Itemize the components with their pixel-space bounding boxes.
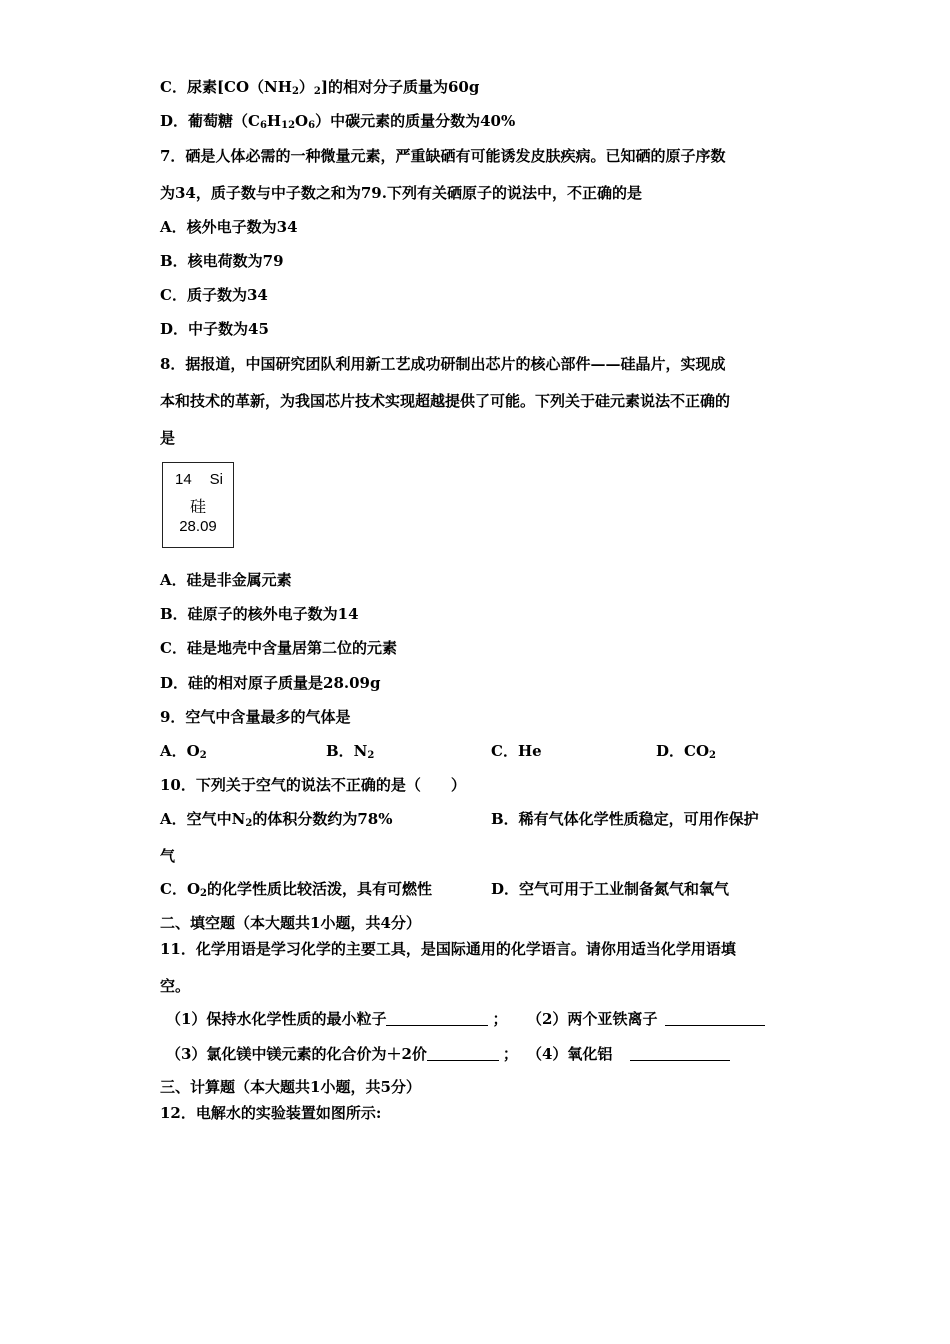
q7-option-d: D．中子数为45	[160, 320, 269, 338]
q6-option-c: C．尿素$[CO(NH_2)_2]$的相对分子质量为60g	[160, 78, 480, 97]
q10-stem: 10．下列关于空气的说法不正确的是（ ）	[160, 776, 466, 794]
q8-stem-line2: 本和技术的革新，为我国芯片技术实现超越提供了可能。下列关于硅元素说法不正确的	[160, 392, 731, 410]
atomic-mass: 28.09	[179, 518, 217, 535]
q12-stem: 12．电解水的实验装置如图所示:	[160, 1104, 382, 1122]
q9-stem: 9．空气中含量最多的气体是	[160, 708, 351, 726]
section-heading-fill-in: 二、填空题（本大题共1小题，共4分）	[160, 914, 421, 932]
q8-stem-line1: 8．据报道，中国研究团队利用新工艺成功研制出芯片的核心部件——硅晶片，实现成	[160, 355, 726, 373]
q8-option-c: C．硅是地壳中含量居第二位的元素	[160, 639, 397, 657]
q11-part4: （4）氧化铝	[527, 1044, 730, 1064]
q11-stem-line2: 空。	[160, 977, 191, 995]
q8-stem-line3: 是	[160, 429, 176, 447]
q9-option-c: C．He	[491, 742, 542, 760]
q10-option-d: D．空气可用于工业制备氮气和氧气	[491, 880, 730, 898]
q8-option-a: A．硅是非金属元素	[160, 571, 292, 589]
q11-part2: （2）两个亚铁离子	[527, 1009, 765, 1029]
q11-answer-blank-3[interactable]	[427, 1046, 499, 1061]
q7-stem-line2: 为34，质子数与中子数之和为79.下列有关硒原子的说法中，不正确的是	[160, 184, 642, 202]
q11-answer-blank-4[interactable]	[630, 1046, 730, 1061]
element-name: 硅	[189, 499, 206, 516]
q10-option-b-line2: 气	[160, 847, 176, 865]
element-symbol: Si	[209, 471, 223, 488]
q10-option-b-line1: B．稀有气体化学性质稳定，可用作保护	[491, 810, 759, 828]
q8-option-b: B．硅原子的核外电子数为14	[160, 605, 359, 623]
q9-option-b: B．$N_2$	[326, 742, 375, 761]
q11-answer-blank-1[interactable]	[386, 1011, 488, 1026]
q11-stem-line1: 11．化学用语是学习化学的主要工具，是国际通用的化学语言。请你用适当化学用语填	[160, 940, 736, 958]
q7-option-b: B．核电荷数为79	[160, 252, 284, 270]
q9-option-a: A．$O_2$	[160, 742, 207, 761]
atomic-number: 14	[175, 471, 192, 488]
q7-option-a: A．核外电子数为34	[160, 218, 298, 236]
q6-option-d: D．葡萄糖$(C_6H_{12}O_6)$中碳元素的质量分数为40%	[160, 112, 516, 131]
q9-option-d: D．$CO_2$	[656, 742, 716, 761]
q7-option-c: C．质子数为34	[160, 286, 268, 304]
q8-option-d: D．硅的相对原子质量是28.09g	[160, 674, 381, 692]
q7-stem-line1: 7．硒是人体必需的一种微量元素，严重缺硒有可能诱发皮肤疾病。已知硒的原子序数	[160, 147, 726, 165]
q11-answer-blank-2[interactable]	[665, 1011, 765, 1026]
q10-option-c: C．$O_2$的化学性质比较活泼，具有可燃性	[160, 880, 432, 899]
q10-option-a: A．空气中$N_2$的体积分数约为78%	[160, 810, 393, 829]
silicon-element-card	[162, 462, 234, 548]
q11-part3: （3）氯化镁中镁元素的化合价为＋2价 ；	[166, 1045, 518, 1063]
section-heading-calculation: 三、计算题（本大题共1小题，共5分）	[160, 1078, 421, 1096]
q11-part1: （1）保持水化学性质的最小粒子 ；	[166, 1010, 508, 1028]
